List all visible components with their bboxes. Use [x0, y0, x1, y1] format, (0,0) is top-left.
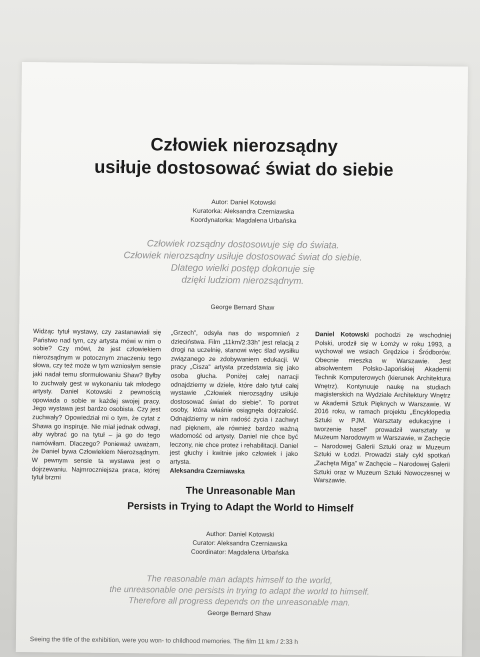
- polish-column-2-signature: Aleksandra Czerniawska: [169, 467, 245, 475]
- polish-column-1: [32, 328, 162, 484]
- english-title-line-2: Persists in Trying to Adapt the World to Himself: [127, 501, 354, 515]
- polish-column-3-text: [314, 331, 452, 487]
- polish-credits: [20, 196, 466, 228]
- polish-curator: Kuratorka: Aleksandra Czerniawska: [192, 207, 295, 216]
- polish-column-1-text: Widząc tytuł wystawy, czy zastanawiali się Państwo nad tym, czy artysta mówi w nim o sobie? Czy mówi, że jest człowiekiem nierozsądnym w potocznym znaczeniu tego słowa, czy też może w tym wzniosłym sensie jaki nadał temu sformułowaniu Shaw? Byłby to zuchwały gest w wykonaniu tak młodego artysty. Daniel Kotowski z pewnością opowiada o sobie w każdej swojej pracy. Jego wystawa jest bardzo osobista. Czy jest zuchwały? Opowiedział mi o tym, że cytat z Shawa go inspiruje. Nie miał jednak odwagi, aby wybrać go na tytuł – ja go do tego namówiłam. Dlaczego? Ponieważ uważam, że Daniel bywa Człowiekiem Nierozsądnym. W pewnym sensie ta wystawa jest o dojrzewaniu. Najmroczniejsza praca, której tytuł brzmi: [31, 328, 162, 482]
- english-curator: Curator: Aleksandra Czerniawska: [192, 539, 288, 548]
- exhibition-text-panel: [16, 62, 468, 657]
- polish-quote-line-2: Człowiek nierozsądny usiłuje dostosować świat do siebie.: [123, 249, 363, 263]
- polish-quote-line-1: Człowiek rozsądny dostosowuje się do świata.: [146, 237, 340, 251]
- english-quote: [16, 572, 462, 610]
- artist-bio: pochodzi ze wschodniej Polski, urodził się w Łomży w roku 1993, a wychował we wsiach Grędzice i Śródborów. Obecnie mieszka w Warszawie. Jest absolwentem Polsko-Japońskiej Akademii Technik Komputerowych (kierunek Architektura Wnętrz). Kontynuuje naukę na studiach magisterskich na Wydziale Architektury Wnętrz w Akademii Sztuk Pięknych w Warszawie. W 2016 roku, w ramach projektu „Encyklopedia Sztuki w PJM. Warsztaty edukacyjne i tworzenie haseł” prowadził warsztaty w Muzeum Narodowym w Warszawie, w Zachęcie – Narodowej Galerii Sztuki oraz w Muzeum Sztuki w Łodzi. Prowadzi stały cykl spotkań „Zachęta Miga” w Zachęcie – Narodowej Galerii Sztuki oraz w Muzeum Sztuki Nowoczesnej w Warszawie.: [313, 331, 452, 485]
- polish-title-line-2: usiłuje dostosować świat do siebie: [94, 156, 394, 180]
- polish-column-2: [170, 330, 300, 477]
- polish-title: [21, 132, 467, 183]
- english-quote-line-3: Therefore all progress depends on the unreasonable man.: [128, 595, 351, 608]
- polish-column-2-text: „Grzech”, odsyła nas do wspomnień z dzieciństwa. Film „11km/2:33h” jest relacją z drogi na uczelnię, stanowi więc ślad wysiłku związanego ze zdobywaniem edukacji. W pracy „Cisza” artysta przedstawia się jako osoba głucha. Poniżej całej narracji odnajdziemy w dziele, które dało tytuł całej wystawie „Człowiek nierozsądny usiłuje dostosować świat do siebie”. To portret osoby, która właśnie osiągnęła dojrzałość. Odnajdziemy w nim radość życia i zachwyt nad pięknem, ale również bardzo ważną wiadomość od artysty. Daniel nie chce być leczony, nie chce protez i rehabilitacji. Daniel jest głuchy i kwitnie jako człowiek i jako artysta.: [169, 329, 300, 466]
- english-coordinator: Coordinator: Magdalena Urbańska: [190, 548, 289, 557]
- english-quote-line-2: the unreasonable one persists in trying to adapt the world to himself.: [109, 583, 370, 597]
- polish-title-line-1: Człowiek nierozsądny: [150, 134, 338, 157]
- english-quote-author: George Bernard Shaw: [207, 609, 272, 618]
- polish-author: Autor: Daniel Kotowski: [211, 198, 276, 207]
- polish-quote-line-4: dzięki ludziom nierozsądnym.: [181, 273, 305, 286]
- english-title: [17, 482, 463, 519]
- english-quote-line-1: The reasonable man adapts himself to the world,: [146, 573, 333, 586]
- polish-quote: [20, 236, 466, 289]
- artist-name: Daniel Kotowski: [315, 331, 369, 339]
- polish-column-3: [314, 331, 452, 487]
- english-credits: [17, 528, 463, 560]
- english-title-line-1: The Unreasonable Man: [185, 485, 296, 498]
- polish-quote-author: George Bernard Shaw: [210, 303, 275, 312]
- english-author: Author: Daniel Kotowski: [206, 530, 275, 539]
- english-body-text-cut: Seeing the title of the exhibition, were you won- to childhood memories. The film 11 km / 2:33 h: [29, 636, 298, 646]
- polish-quote-line-3: Dlatego wielki postęp dokonuje się: [170, 261, 315, 275]
- polish-coordinator: Koordynatorka: Magdalena Urbańska: [190, 216, 297, 225]
